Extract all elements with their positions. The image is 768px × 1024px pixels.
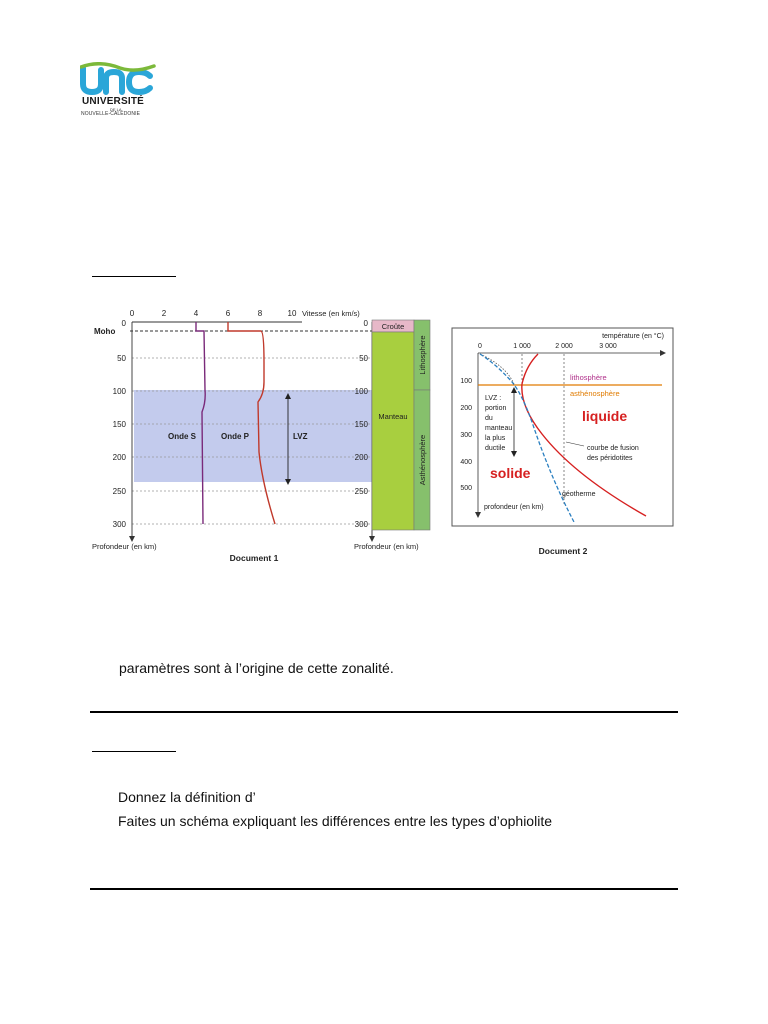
temperature-label: température (en °C) (602, 333, 664, 340)
unc-logo-mark (80, 62, 156, 96)
lvz-text-line: manteau (485, 425, 513, 432)
temperature-tick: 3 000 (599, 343, 617, 350)
logo-de-text: DE LA (110, 107, 122, 112)
depth-label-left: Profondeur (en km) (92, 542, 157, 551)
speed-tick: 6 (225, 309, 231, 318)
section-underline-2 (92, 751, 176, 752)
speed-label: Vitesse (en km/s) (302, 309, 360, 318)
s-wave-label: Onde S (167, 432, 197, 441)
depth-tick: 50 (117, 354, 126, 363)
logo-university-text: UNIVERSITÉ (82, 96, 145, 107)
fusion-label-line: courbe de fusion (587, 445, 639, 452)
depth-tick: 200 (112, 453, 126, 462)
crust-label: Croûte (381, 322, 405, 331)
depth-label: profondeur (en km) (484, 504, 544, 511)
lvz-label: LVZ (293, 432, 308, 441)
solid-label: solide (490, 465, 531, 481)
depth-tick: 500 (460, 485, 472, 492)
depth-tick: 100 (460, 378, 472, 385)
depth-tick: 150 (112, 420, 126, 429)
question-definition: Donnez la définition d’ (118, 789, 256, 805)
logo-place-text: NOUVELLE-CALÉDONIE (81, 111, 141, 117)
depth-tick: 250 (112, 487, 126, 496)
lvz-text-line: la plus (485, 435, 506, 442)
depth-label-right: Profondeur (en km) (354, 542, 419, 551)
depth-tick: 400 (460, 459, 472, 466)
depth-tick-right: 50 (359, 354, 368, 363)
depth-tick: 300 (112, 520, 126, 529)
document-2-figure (450, 326, 676, 562)
document-1-figure (92, 302, 438, 570)
document-1-caption: Document 1 (229, 553, 279, 563)
geotherm-label: géotherme (562, 491, 596, 498)
paragraph-zonality: paramètres sont à l’origine de cette zonalité. (119, 660, 394, 676)
depth-tick-right: 100 (354, 387, 368, 396)
moho-label: Moho (94, 327, 116, 336)
depth-tick: 200 (460, 405, 472, 412)
speed-tick: 4 (193, 309, 199, 318)
depth-tick-right: 0 (363, 319, 368, 328)
lithosphere-label: lithosphère (570, 373, 607, 382)
university-logo (80, 62, 156, 120)
section-separator-1 (90, 711, 678, 713)
speed-tick: 0 (129, 309, 135, 318)
mantle-layer (372, 332, 414, 530)
depth-tick: 300 (460, 432, 472, 439)
temperature-tick: 0 (478, 343, 482, 350)
depth-tick: 0 (121, 319, 126, 328)
mantle-label: Manteau (378, 412, 408, 421)
question-schema: Faites un schéma expliquant les différences entre les types d’ophiolite (118, 813, 552, 829)
lvz-text-line: portion (485, 405, 507, 412)
depth-tick-right: 200 (354, 453, 368, 462)
document-2-caption: Document 2 (538, 546, 588, 556)
section-underline-1 (92, 276, 176, 277)
asthenosphere-label: Asthénosphère (418, 434, 427, 486)
temperature-tick: 2 000 (555, 343, 573, 350)
speed-tick: 2 (161, 309, 167, 318)
asthenosphere-label: asthénosphère (570, 389, 620, 398)
speed-tick: 8 (257, 309, 263, 318)
lithosphere-label: Lithosphère (418, 335, 427, 375)
depth-tick-right: 250 (354, 487, 368, 496)
section-separator-2 (90, 888, 678, 890)
fusion-label-line: des péridotites (587, 455, 633, 462)
speed-tick: 10 (287, 309, 297, 318)
temperature-tick: 1 000 (513, 343, 531, 350)
depth-tick: 100 (112, 387, 126, 396)
liquid-label: liquide (582, 408, 628, 424)
p-wave-label: Onde P (220, 432, 250, 441)
depth-tick-right: 300 (354, 520, 368, 529)
lvz-text-line: du (485, 415, 493, 422)
lvz-text-line: ductile (485, 445, 506, 452)
lvz-text-line: LVZ : (485, 395, 502, 402)
depth-tick-right: 150 (354, 420, 368, 429)
